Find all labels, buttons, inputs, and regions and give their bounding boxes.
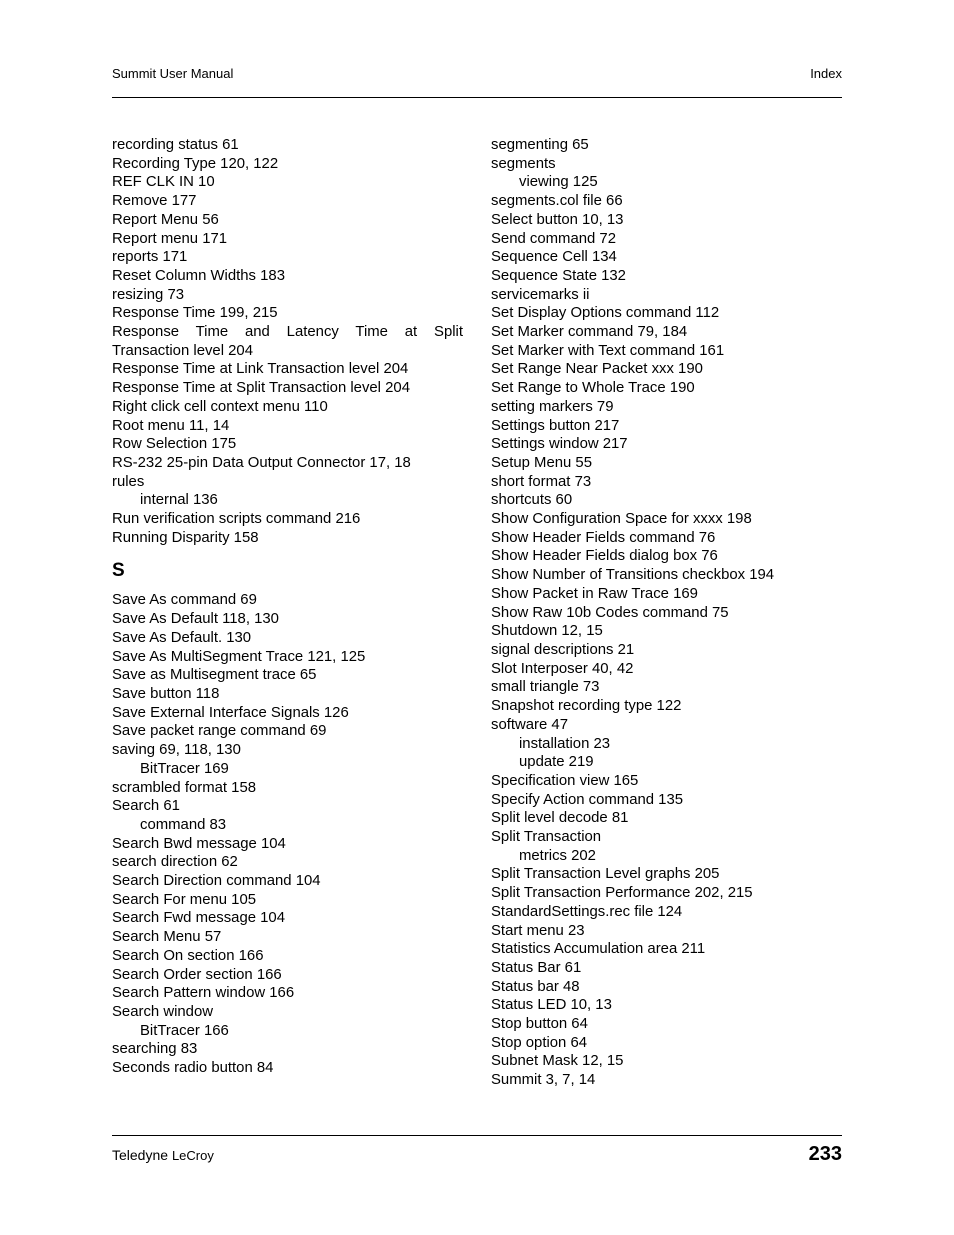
index-entry: Reset Column Widths 183 [112, 267, 285, 284]
index-entry: segments [491, 155, 556, 172]
index-entry: Split Transaction Performance 202, 215 [491, 885, 753, 902]
index-entry: signal descriptions 21 [491, 641, 635, 658]
index-entry: Report Menu 56 [112, 211, 219, 228]
running-header-section: Index [810, 66, 842, 81]
index-entry: Response Time 199, 215 [112, 305, 278, 322]
index-entry: Snapshot recording type 122 [491, 698, 682, 715]
index-entry: Seconds radio button 84 [112, 1060, 274, 1077]
index-entry: Show Header Fields dialog box 76 [491, 548, 718, 565]
index-entry: Set Marker with Text command 161 [491, 342, 725, 359]
index-entry: Specification view 165 [491, 772, 639, 789]
index-entry: Settings button 217 [491, 417, 620, 434]
index-entry: Save packet range command 69 [112, 723, 327, 740]
index-entry: resizing 73 [112, 286, 185, 303]
index-entry: Status Bar 61 [491, 959, 582, 976]
index-entry: Search Direction command 104 [112, 873, 321, 890]
index-entry: saving 69, 118, 130 [112, 742, 241, 759]
index-entry: Remove 177 [112, 193, 197, 210]
index-entry: Search Pattern window 166 [112, 985, 295, 1002]
index-entry: Slot Interposer 40, 42 [491, 660, 634, 677]
index-group-s-continued [491, 136, 842, 1090]
index-entry: Set Range Near Packet xxx 190 [491, 361, 703, 378]
index-entry: search direction 62 [112, 854, 238, 871]
index-group-s [112, 591, 463, 1077]
index-entry: Search Fwd message 104 [112, 910, 285, 927]
index-entry: Set Marker command 79, 184 [491, 324, 688, 341]
index-entry: Save As MultiSegment Trace 121, 125 [112, 648, 366, 665]
index-entry: Stop button 64 [491, 1016, 588, 1033]
index-entry: Search For menu 105 [112, 891, 257, 908]
index-entry: reports 171 [112, 249, 188, 266]
index-entry: Show Packet in Raw Trace 169 [491, 585, 698, 602]
footer-company: Teledyne [112, 1147, 169, 1163]
index-entry: Save As Default 118, 130 [112, 611, 279, 628]
index-entry: Right click cell context menu 110 [112, 398, 328, 415]
index-entry: Stop option 64 [491, 1034, 588, 1051]
index-subentry: viewing 125 [519, 174, 598, 191]
index-entry: Split Transaction Level graphs 205 [491, 866, 720, 883]
index-entry: software 47 [491, 716, 568, 733]
index-entry: Response Time at Link Transaction level 204 [112, 361, 409, 378]
footer-brand: LeCroy [171, 1148, 214, 1163]
index-section-letter: S [112, 560, 125, 582]
index-entry: Start menu 23 [491, 922, 585, 939]
index-entry: Show Configuration Space for xxxx 198 [491, 511, 752, 528]
index-entry: Save button 118 [112, 685, 220, 702]
index-entry: recording status 61 [112, 137, 239, 153]
header-rule [112, 97, 842, 98]
index-entry: Status bar 48 [491, 978, 580, 995]
index-entry: small triangle 73 [491, 679, 600, 696]
index-entry: Running Disparity 158 [112, 529, 259, 546]
index-entry: Shutdown 12, 15 [491, 623, 603, 640]
index-entry: Send command 72 [491, 230, 616, 247]
index-entry: Set Display Options command 112 [491, 305, 720, 322]
index-entry: Select button 10, 13 [491, 211, 624, 228]
index-subentry: command 83 [140, 816, 227, 833]
footer-rule [112, 1135, 842, 1136]
footer-publisher [112, 1147, 214, 1163]
index-entry: Split level decode 81 [491, 810, 629, 827]
index-entry: Status LED 10, 13 [491, 997, 612, 1014]
index-entry: rules [112, 473, 145, 490]
running-header-title: Summit User Manual [112, 66, 234, 81]
index-entry: Search Menu 57 [112, 929, 222, 946]
index-entry: Recording Type 120, 122 [112, 155, 279, 172]
index-entry: segmenting 65 [491, 137, 589, 153]
index-entry: Save as Multisegment trace 65 [112, 667, 317, 684]
index-subentry: update 219 [519, 754, 594, 771]
index-entry: Save As Default. 130 [112, 629, 252, 646]
index-entry: Save External Interface Signals 126 [112, 704, 349, 721]
index-entry: Show Raw 10b Codes command 75 [491, 604, 729, 621]
index-entry: Search On section 166 [112, 947, 264, 964]
index-subentry: metrics 202 [519, 847, 596, 864]
index-group-r [112, 136, 463, 547]
index-entry: Search window [112, 1003, 213, 1020]
index-entry: Subnet Mask 12, 15 [491, 1053, 624, 1070]
index-subentry: BitTracer 166 [140, 1022, 229, 1039]
index-entry: Specify Action command 135 [491, 791, 684, 808]
index-subentry: installation 23 [519, 735, 611, 752]
index-entry: Response Time and Latency Time at Split Transaction level 204 [112, 324, 463, 359]
index-subentry: internal 136 [140, 492, 218, 509]
index-entry: Row Selection 175 [112, 436, 237, 453]
index-entry: Summit 3, 7, 14 [491, 1072, 596, 1089]
index-entry: servicemarks ii [491, 286, 590, 303]
index-entry: Search Order section 166 [112, 966, 282, 983]
index-entry: short format 73 [491, 473, 592, 490]
page-number: 233 [808, 1143, 842, 1165]
index-entry: Save As command 69 [112, 592, 257, 609]
index-entry: Root menu 11, 14 [112, 417, 230, 434]
index-entry: Run verification scripts command 216 [112, 511, 361, 528]
index-column-left [112, 136, 463, 1078]
index-entry: Sequence Cell 134 [491, 249, 617, 266]
index-entry: Sequence State 132 [491, 267, 626, 284]
index-subentry: BitTracer 169 [140, 760, 229, 777]
index-entry: Response Time at Split Transaction level 204 [112, 380, 410, 397]
index-entry: Setup Menu 55 [491, 454, 592, 471]
index-entry: Split Transaction [491, 829, 602, 846]
index-column-right [491, 136, 842, 1090]
index-entry: Settings window 217 [491, 436, 628, 453]
index-entry: Search Bwd message 104 [112, 835, 286, 852]
index-entry: setting markers 79 [491, 398, 614, 415]
index-entry: segments.col file 66 [491, 193, 623, 210]
index-entry: Show Header Fields command 76 [491, 529, 716, 546]
index-entry: searching 83 [112, 1041, 198, 1058]
index-entry: Statistics Accumulation area 211 [491, 941, 706, 958]
index-entry: Report menu 171 [112, 230, 228, 247]
index-entry: Search 61 [112, 798, 180, 815]
index-entry: StandardSettings.rec file 124 [491, 903, 683, 920]
index-entry: scrambled format 158 [112, 779, 257, 796]
index-entry: Set Range to Whole Trace 190 [491, 380, 695, 397]
index-entry: shortcuts 60 [491, 492, 573, 509]
index-entry: RS-232 25-pin Data Output Connector 17, 18 [112, 454, 411, 471]
index-entry: REF CLK IN 10 [112, 174, 215, 191]
index-entry: Show Number of Transitions checkbox 194 [491, 567, 775, 584]
